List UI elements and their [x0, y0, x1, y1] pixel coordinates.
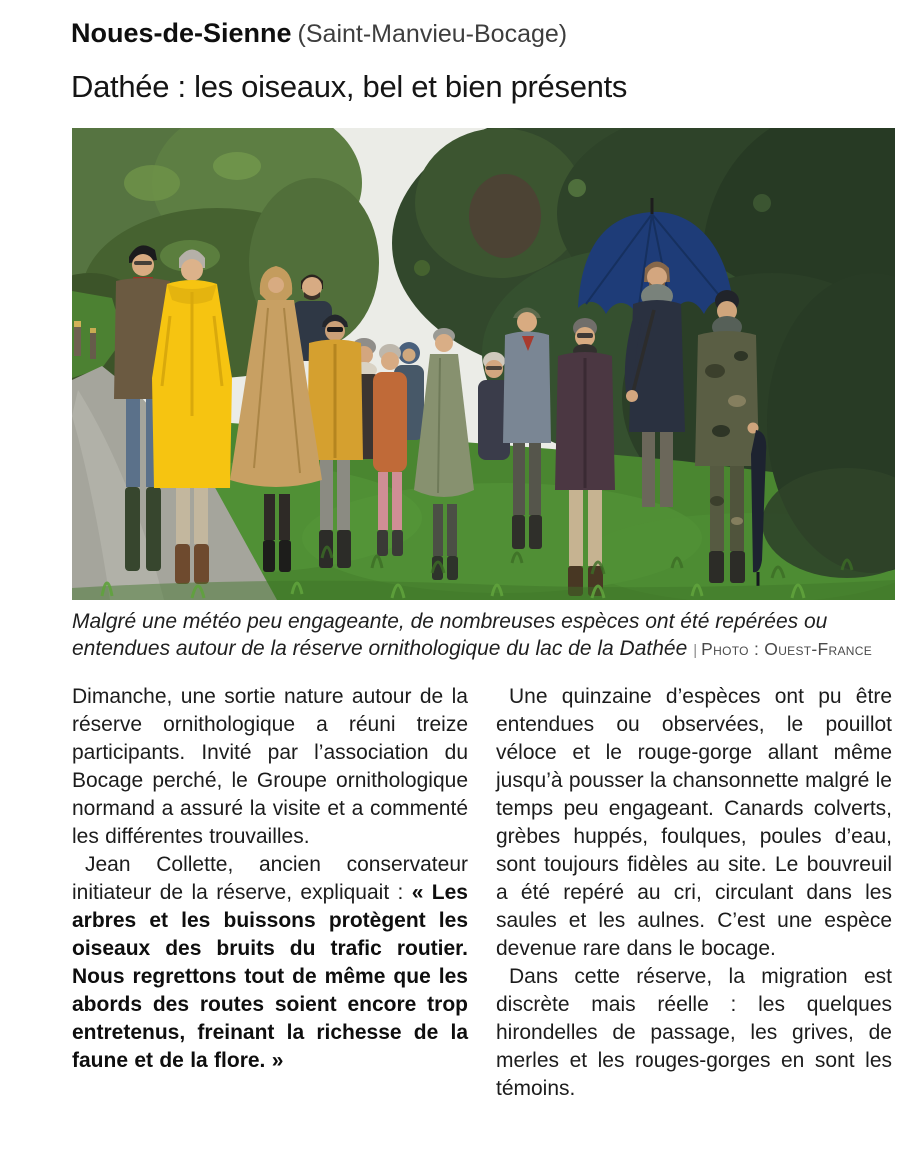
paragraph-right-2: Dans cette réserve, la migration est discrète mais réelle : les quelques hirondelles de passage, les grives, de merles et les rouges-gorges en sont les témoins.	[496, 965, 892, 1100]
credit-divider: |	[693, 642, 698, 659]
quote-text: « Les arbres et les buissons protègent les oiseaux des bruits du trafic routier. Nous regrettons tout de même que les abords des routes soient encore trop entretenus, freinant la richesse de la faune et de la flore. »	[72, 881, 468, 1072]
paragraph-left-2	[72, 851, 468, 1075]
kicker	[71, 16, 567, 51]
credit-text: Photo : Ouest-France	[701, 639, 873, 659]
location-detail: (Saint-Manvieu-Bocage)	[297, 20, 568, 48]
article-column-right	[496, 683, 892, 1103]
headline: Dathée : les oiseaux, bel et bien présents	[71, 69, 628, 104]
photo-caption	[72, 608, 895, 664]
umbrella-hand	[626, 390, 638, 402]
location-name: Noues-de-Sienne	[71, 18, 292, 48]
paragraph-left-1: Dimanche, une sortie nature autour de la réserve ornithologique a réuni treize participants. Invité par l’association du Bocage perché, le Groupe ornithologique normand a assuré la visite et a commenté les différentes trouvailles.	[72, 685, 468, 848]
article-photo	[72, 128, 895, 600]
photo-caption-text: Malgré une météo peu engageante, de nombreuses espèces ont été repérées ou entendues autour de la réserve ornithologique du lac de la Dathée	[72, 610, 828, 660]
photo-credit	[687, 637, 872, 660]
paragraph-right-1: Une quinzaine d’espèces ont pu être entendues ou observées, le pouillot véloce et le rouge-gorge allant même jusqu’à pousser la chansonnette malgré le temps peu engageant. Canards colverts, grèbes huppés, foulques, poules d’eau, sont toujours fidèles au site. Le bouvreuil a été repéré au cri, circulant dans les saules et les aulnes. C’est une espèce devenue rare dans le bocage.	[496, 685, 892, 960]
article-figure	[72, 128, 895, 664]
article-column-left	[72, 683, 468, 1075]
paragraph-left-2-lead: Jean Collette, ancien conservateur initiateur de la réserve, expliquait :	[72, 853, 468, 904]
